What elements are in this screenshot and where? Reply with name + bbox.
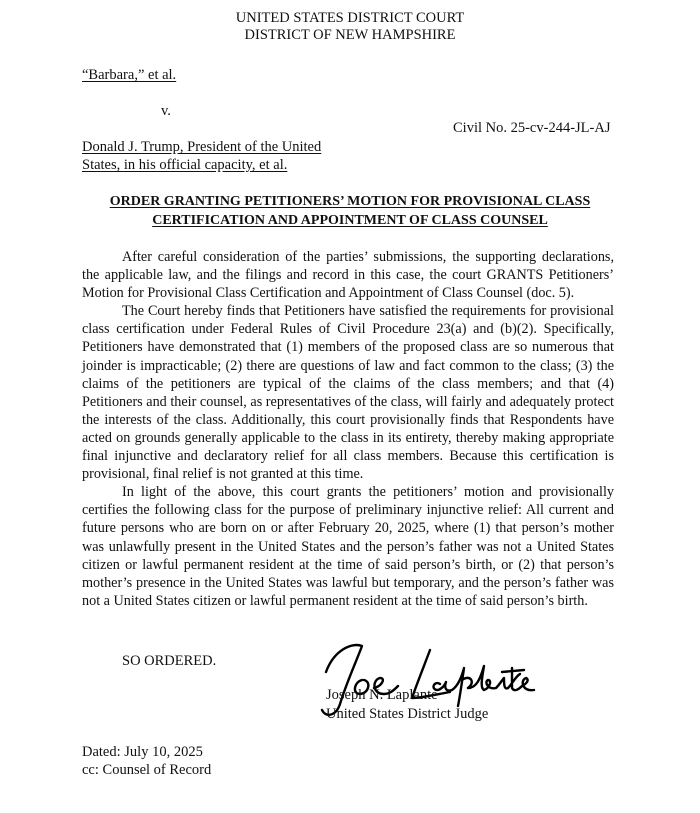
order-title-line-2: CERTIFICATION AND APPOINTMENT OF CLASS COUNSEL [152,213,548,228]
order-title-line-1: ORDER GRANTING PETITIONERS’ MOTION FOR PROVISIONAL CLASS [109,194,591,209]
judge-name: Joseph N. Laplante [326,687,438,703]
judge-title: United States District Judge [326,706,489,722]
respondent-line-2: States, in his official capacity, et al. [82,157,288,173]
order-body [82,248,614,610]
court-district: DISTRICT OF NEW HAMPSHIRE [244,27,456,43]
paragraph-class-definition: In light of the above, this court grants the petitioners’ motion and provisionally certifies the following class for the purpose of preliminary injunctive relief: All current and future persons who are born on or after February 20, 2025, where (1) that person’s mother was unlawfully present in the United States and the person’s father was not a United States citizen or lawful permanent resident at the time of said person’s birth, or (2) that person’s mother’s presence in the United States was lawful but temporary, and the person’s father was not a United States citizen or lawful permanent resident at the time of said person’s birth. [82,484,614,609]
court-name: UNITED STATES DISTRICT COURT [235,10,465,26]
petitioner-name: “Barbara,” et al. [82,67,177,83]
respondent-line-1: Donald J. Trump, President of the United [82,139,322,155]
so-ordered-label: SO ORDERED. [122,653,217,669]
versus-label: v. [161,103,171,119]
paragraph-findings: The Court hereby finds that Petitioners have satisfied the requirements for provisional class certification under Federal Rules of Civil Procedure 23(a) and (b)(2). Specifically, Petitioners have demonstrated that (1) members of the proposed class are so numerous that joinder is impracticable; (2) there are questions of law and fact common to the class; (3) the claims of the petitioners are typical of the claims of the class members; and that (4) Petitioners and their counsel, as representatives of the class, will fairly and adequately protect the interests of the class. Additionally, this court provisionally finds that Respondents have acted on grounds generally applicable to the class in its entirety, thereby making appropriate final injunctive and declaratory relief for all class members. Because this certification is provisional, final relief is not granted at this time. [82,303,614,483]
paragraph-grant: After careful consideration of the parties’ submissions, the supporting declarations, the applicable law, and the filings and record in this case, the court GRANTS Petitioners’ Motion for Provisional Class Certification and Appointment of Class Counsel (doc. 5). [82,249,614,302]
civil-case-number: Civil No. 25-cv-244-JL-AJ [453,120,611,136]
cc-line: cc: Counsel of Record [82,762,212,778]
dated-line: Dated: July 10, 2025 [82,744,203,760]
court-header [0,10,700,44]
